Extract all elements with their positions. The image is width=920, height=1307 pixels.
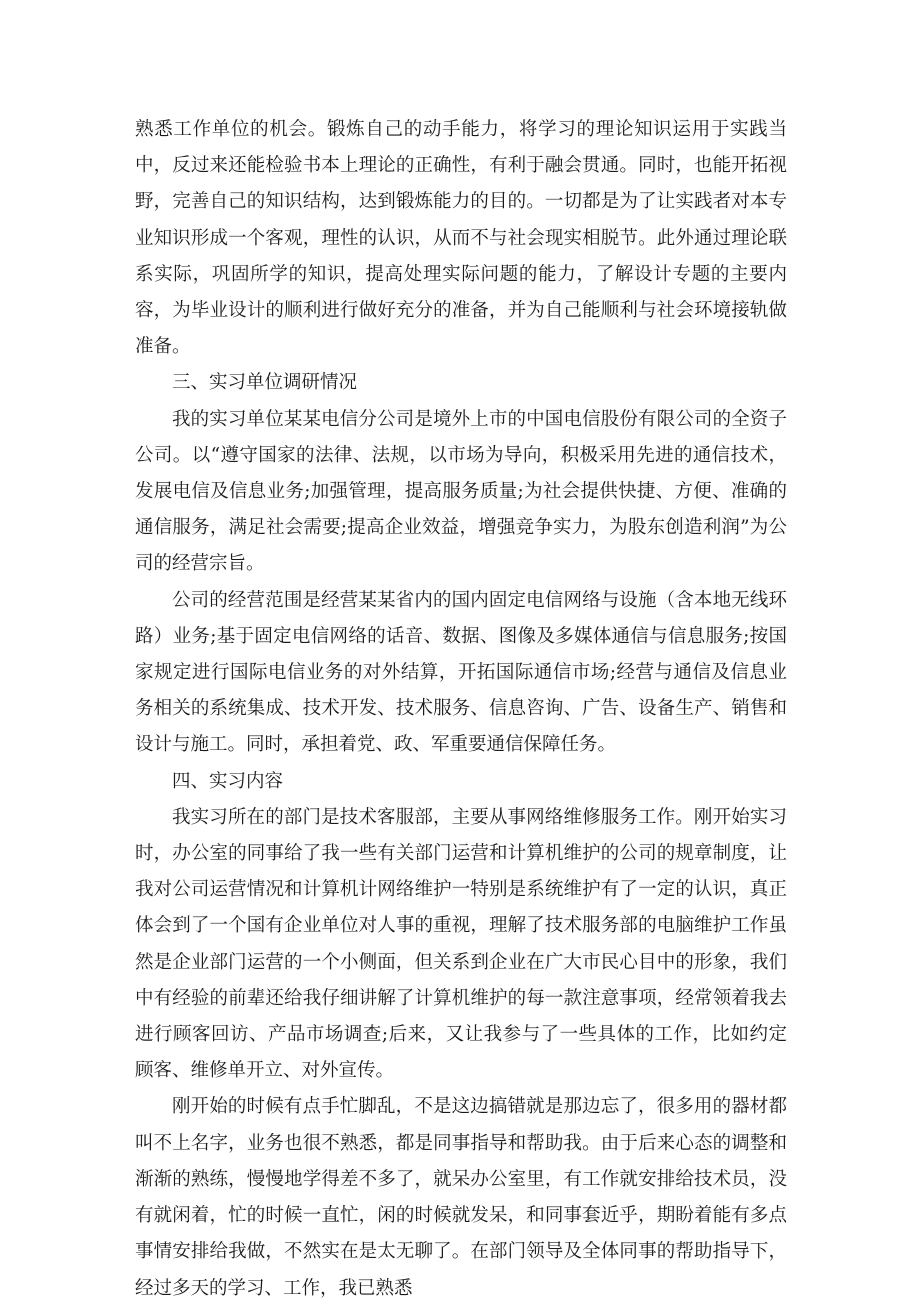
document-body	[135, 112, 787, 1307]
paragraph: 我的实习单位某某电信分公司是境外上市的中国电信股份有限公司的全资子公司。以“遵守国家的法律、法规，以市场为导向，积极采用先进的通信技术，发展电信及信息业务;加强管理，提高服务质量;为社会提供快捷、方便、准确的通信服务，满足社会需要;提高企业效益，增强竞争实力，为股东创造利润”为公司的经营宗旨。	[135, 408, 787, 575]
section-heading-4: 四、实习内容	[172, 770, 284, 792]
section-heading-3: 三、实习单位调研情况	[172, 372, 358, 394]
paragraph: 我实习所在的部门是技术客服部，主要从事网络维修服务工作。刚开始实习时，办公室的同事给了我一些有关部门运营和计算机维护的公司的规章制度，让我对公司运营情况和计算机计网络维护一特别是系统维护有了一定的认识，真正体会到了一个国有企业单位对人事的重视，理解了技术服务部的电脑维护工作虽然是企业部门运营的一个小侧面，但关系到企业在广大市民心目中的形象，我们中有经验的前辈还给我仔细讲解了计算机维护的每一款注意事项，经常领着我去进行顾客回访、产品市场调查;后来，又让我参与了一些具体的工作，比如约定顾客、维修单开立、对外宣传。	[135, 806, 787, 1082]
paragraph: 公司的经营范围是经营某某省内的国内固定电信网络与设施（含本地无线环路）业务;基于固定电信网络的话音、数据、图像及多媒体通信与信息服务;按国家规定进行国际电信业务的对外结算，开拓国际通信市场;经营与通信及信息业务相关的系统集成、技术开发、技术服务、信息咨询、广告、设备生产、销售和设计与施工。同时，承担着党、政、军重要通信保障任务。	[135, 589, 787, 756]
paragraph: 刚开始的时候有点手忙脚乱，不是这边搞错就是那边忘了，很多用的器材都叫不上名字，业务也很不熟悉，都是同事指导和帮助我。由于后来心态的调整和渐渐的熟练，慢慢地学得差不多了，就呆办公室里，有工作就安排给技术员，没有就闲着，忙的时候一直忙，闲的时候就发呆，和同事套近乎，期盼着能有多点事情安排给我做，不然实在是太无聊了。在部门领导及全体同事的帮助指导下，经过多天的学习、工作，我已熟悉	[135, 1096, 787, 1299]
paragraph-continuation: 熟悉工作单位的机会。锻炼自己的动手能力，将学习的理论知识运用于实践当中，反过来还能检验书本上理论的正确性，有利于融会贯通。同时，也能开拓视野，完善自己的知识结构，达到锻炼能力的目的。一切都是为了让实践者对本专业知识形成一个客观，理性的认识，从而不与社会现实相脱节。此外通过理论联系实际，巩固所学的知识，提高处理实际问题的能力，了解设计专题的主要内容，为毕业设计的顺利进行做好充分的准备，并为自己能顺利与社会环境接轨做准备。	[135, 119, 787, 358]
